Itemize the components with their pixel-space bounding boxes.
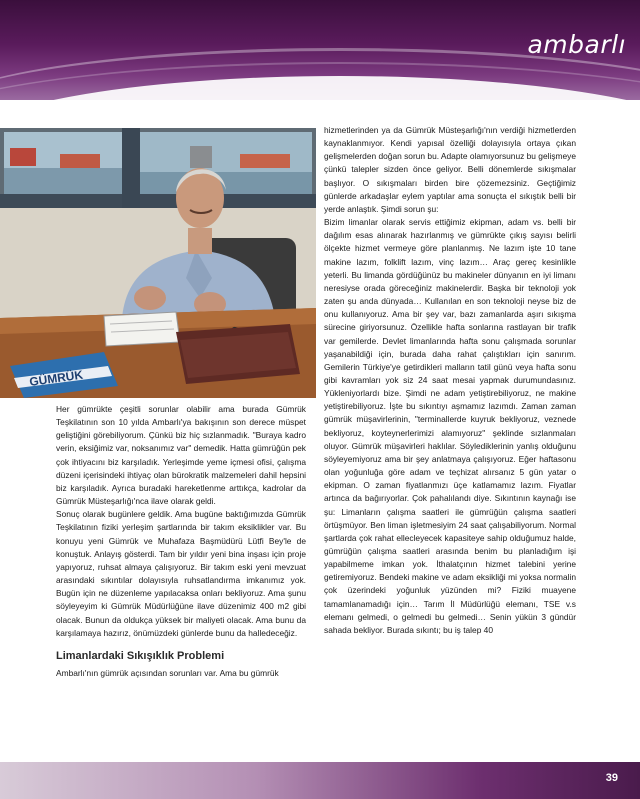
section-title: ambarlı bbox=[527, 30, 626, 59]
interview-photo-illustration bbox=[0, 128, 316, 398]
page-footer bbox=[0, 762, 640, 799]
page-header bbox=[0, 0, 640, 100]
body-paragraph: Her gümrükte çeşitli sorunlar olabilir ama burada Gümrük Teşkilatının son 10 yılda Ambarlı'ya bakışının son derece müspet geliştiğini görebiliyorum. Çünkü biz hiç sızlanmadık. "Buraya kadro verin, eksiğimiz var, noksanımız var" demedik. Hatta gümrüğün pek çok ihtiyacını biz karşıladık. Yerleşimde yeme içmesi ofisi, çalışma düzeni içerisindeki ihtiyaç olan bürokratik malzemeleri dahil hepsini biz karşıladık. Ayrıca buradaki hareketlenme arttıkça, kadrolar da Gümrük Müsteşarlığı'nca ilave olarak geldi. bbox=[56, 404, 306, 507]
left-text-column bbox=[56, 403, 306, 680]
right-text-column bbox=[324, 124, 576, 637]
body-paragraph: hizmetlerinden ya da Gümrük Müsteşarlığı'nın verdiği hizmetlerden kaynaklanmıyor. Kendi yapısal özelliği dolayısıyla ortaya çıkan gelişmelerden doğan sorun bu. Adapte olamıyorsunuz bu gelişmeye çünkü talepler sizden önce geliyor. Belli dönemlerde sıkışmalar başlıyor. O sıkışmaları birden bire çözemezsiniz. Geçtiğimiz günlerde arkadaşlar eylem yaptılar ama sonuçta el sıkıştık belli bir yerde anlaştık. Şimdi sorun şu: bbox=[324, 125, 576, 214]
body-paragraph: Sonuç olarak bugünlere geldik. Ama bugüne baktığımızda Gümrük Teşkilatının fiziki yerleşim şartlarında bir takım eksiklikler var. Bu konuyu yeni Gümrük ve Muhafaza Başmüdürü Lütfi Bey'le de konuştuk. Anlayış gösterdi. Tam bir yıldır yeni bina inşası için proje yapıyoruz, ruhsat almaya çalışıyoruz. Bir takım eski yeni mevzuat arasındaki sıkıntılar dolayısıyla ruhsatlandırma imkanımız yok. Bugün için ne düzenleme yapılacaksa onları bekliyoruz. Ama şunu söyleyeyim ki Gümrük Müdürlüğüne ilave düzenimiz 400 m2 gibi olacak. Bunun da oldukça yüksek bir maliyeti olacak. Ama bunu da karşılamaya hazırız, önümüzdeki günlerde bunu da halledeceğiz. bbox=[56, 509, 306, 638]
body-paragraph: Bizim limanlar olarak servis ettiğimiz ekipman, adam vs. belli bir dağılım esas alınarak hazırlanmış ve gümrükte çıkış sayısı belirli ölçekte hizmet vermeye göre planlanmış. Ne lazım işte 10 tane makine lazım, folklift lazım, vinç lazım… Araç gereç kesinlikle yeterli. Bu limanda gördüğünüz bu makineler dünyanın en iyi limanı neresiyse orada göreceğiniz makinelerdir. Başka bir teknoloji yok zaten şu anda dünyada… Kullanılan en son teknoloji neyse biz de onu kullanıyoruz. Ama bir şey var, bazı zamanlarda aşırı sıkışma sürecine giriyorsunuz. Özellikle hafta sonlarına rastlayan bir trafik var gemilerde. Devlet limanlarında hafta sonu çalışmada sorunlar yaşanabildiği için, burada daha rahat çalıştıkları için sanırım. Gemilerin Türkiye'ye getirdikleri malların tatil günü veya hafta sonu gibi kavramları yok siz 24 saat mesai yapmak durumundasınız. Yükleniyorlardı bize. Şimdi ne adam yetiştirebiliyoruz, ne makine yetiştirebiliyoruz. İşte bu sıkıntıyı aşmamız lazımdı. Zaman zaman gümrük müşavirlerinin, "terminallerde kuyruk bekliyoruz, veznede bekliyoruz, koyteynerlerimizi alamıyoruz" şeklinde sızlanmaları oluyor. Gümrük müşavirleri haklılar. Söylediklerinin yanlış olduğunu söyleyemiyoruz ama bir şey anlatmaya çalışıyoruz. Eğer haftasonu olan yoğunluğa göre adam ve teçhizat alırsanız 5 gün yatar o ekipman. O zaman fiyatlanmızı üçe katlamamız lazım. Fiyatlar artınca da bağırıyorlar. Çok pahalılandı diye. Sıkıntının kaynağı ise şu: Limanların çalışma saatleri ile gümrüğün çalışma saatleri örtüşmüyor. Ben liman işletmesiyim 24 saat çalışabiliyorum. Normal şartlarda çok rahat ellecleyecek kapasiteye sahip olduğumuz halde, gümrüğün çalışma saatleri arasında benim bu planladığım işi yapabilmeme imkan yok. İthalatçının hizmet talebini yerine getiremiyoruz. Bendeki makine ve adam eksikliği mi yoksa normalin çok üzerindeki yoğunluk yüzünden mi? Fiziki muayene tamamlanamadığı için… Tarım İl Müdürlüğü elemanı, TSE v.s elemanı gelmedi, o gelmedi bu gelmedi… Senin yükün 3 gündür sahada bekliyor. Burada sıkıntı; bu iş talep 40 bbox=[324, 217, 576, 635]
page-number: 39 bbox=[605, 772, 618, 784]
interview-photo bbox=[0, 128, 316, 398]
magazine-cover-title: GÜMRÜK bbox=[28, 367, 84, 389]
body-paragraph: Ambarlı'nın gümrük açısından sorunları var. Ama bu gümrük bbox=[56, 667, 279, 678]
section-subheading: Limanlardaki Sıkışıklık Problemi bbox=[56, 649, 225, 662]
